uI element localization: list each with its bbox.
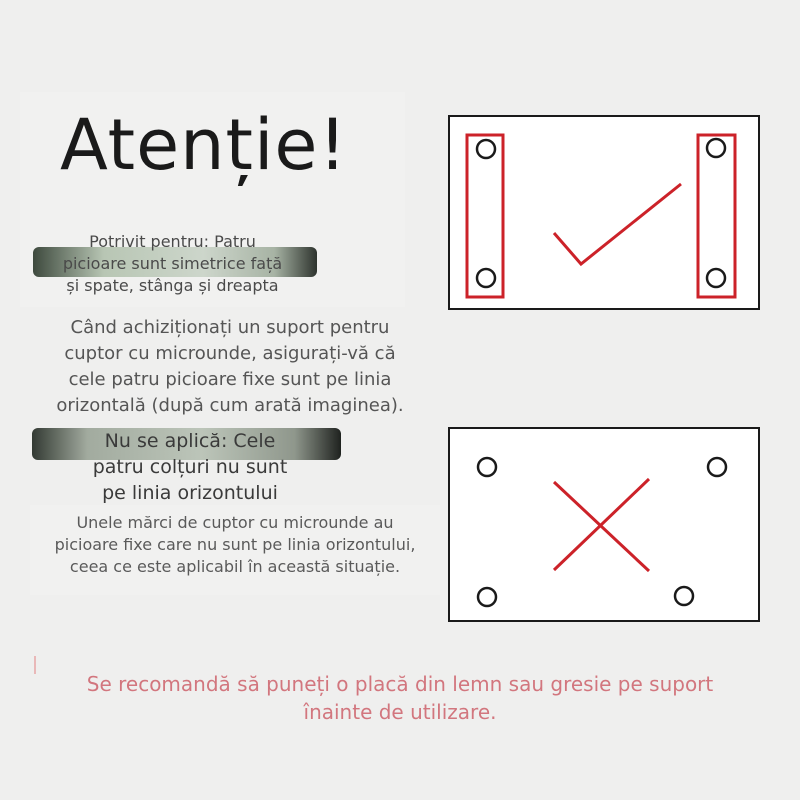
suitable-line: Potrivit pentru: Patru xyxy=(89,232,256,251)
incorrect-feet-diagram xyxy=(448,427,760,623)
not-applicable-text xyxy=(40,428,340,506)
suitable-line: picioare sunt simetrice față xyxy=(62,254,283,273)
not-applicable-line: pe linia orizontului xyxy=(102,482,278,504)
not-applicable-line: Nu se aplică: Cele xyxy=(104,430,276,452)
recommendation-line: înainte de utilizare. xyxy=(303,700,497,724)
purchase-line: Când achiziționați un suport pentru xyxy=(70,317,390,338)
purchase-line: cele patru picioare fixe sunt pe linia xyxy=(68,369,392,390)
purchase-note xyxy=(20,315,440,419)
correct-feet-diagram xyxy=(448,115,760,311)
purchase-line: cuptor cu microunde, asigurați-vă că xyxy=(64,343,396,364)
correct-feet-svg xyxy=(448,115,760,311)
brands-note xyxy=(30,512,440,578)
purchase-line: orizontală (după cum arată imaginea). xyxy=(56,395,404,416)
brands-line: ceea ce este aplicabil în această situație. xyxy=(69,557,401,576)
recommendation-line: Se recomandă să puneți o placă din lemn sau gresie pe suport xyxy=(86,672,714,696)
page-title: Atenție! xyxy=(60,104,348,186)
brands-line: Unele mărci de cuptor cu microunde au xyxy=(76,513,394,532)
suitable-line: și spate, stânga și dreapta xyxy=(66,276,279,295)
brands-line: picioare fixe care nu sunt pe linia orizontului, xyxy=(54,535,416,554)
not-applicable-line: patru colțuri nu sunt xyxy=(92,456,288,478)
incorrect-feet-svg xyxy=(448,427,760,623)
recommendation-text xyxy=(10,670,790,726)
suitable-text xyxy=(40,231,305,297)
